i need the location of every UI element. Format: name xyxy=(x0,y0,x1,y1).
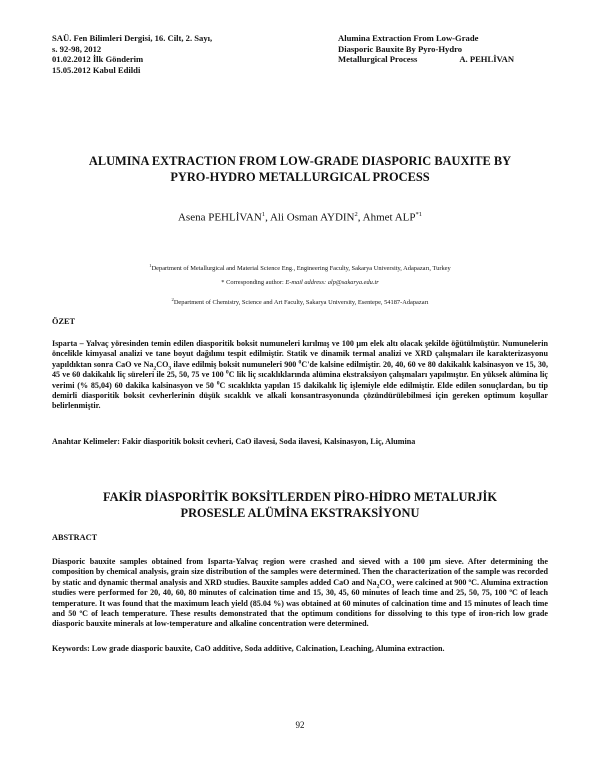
abstract-text-1: Diasporic bauxite samples obtained from Isparta-Yalvaç region were crashed and sieved with a 100 µm sieve. After determining the composition by chemical analysis, grain size distribution of the samples were determined. Then the characterization of the sample was recorded by static and dynamic thermal analysis and XRD studies. Bauxite samples added CaO and Na xyxy=(52,557,548,587)
header-running-title-line2: Diasporic Bauxite By Pyro-Hydro xyxy=(338,43,463,54)
ozet-sub-1: 2 xyxy=(153,365,157,372)
abstract-text-3: were calcined at 900 ºC. Alumina extraction studies were performed for 20, 40, 60, 80 minutes of calcination time and 15, 30, 45, 60 minutes of leach time and 25, 50, 75, 100 ºC of leach temperature. It was found that the maximum leach yield (85.04 %) was obtained at 60 minutes of calcination time and 15 minutes of leach time and 50 ºC of leach temperature. These results demonstrated that the optimum conditions for dissolving to this type of iron-rich low grade diasporic bauxite minerals at low-temperature and alkaline concentration were determined. xyxy=(52,577,548,629)
ozet-sub-2: 3 xyxy=(168,365,172,372)
header-running-title xyxy=(338,33,558,65)
author-2-affiliation-mark: 2 xyxy=(354,211,358,218)
author-list xyxy=(40,211,560,224)
ozet-sup-1: 0 xyxy=(298,359,302,366)
author-1-name: Asena PEHLİVAN xyxy=(177,211,262,224)
affiliation-2-text: Department of Chemistry, Science and Art Faculty, Sakarya University, Esentepe, 54187-Adapazarı xyxy=(173,299,429,307)
header-submitted-line: 01.02.2012 İlk Gönderim xyxy=(52,54,144,65)
ozet-text-4: C'de kalsine edilmiştir. 20, 40, 60 ve 80 dakikalık kalsinasyon ve 15, 30, 45 ve 60 dakikalık liç süreleri ile 25, 50, 75 ve 100 xyxy=(52,359,548,380)
ozet-text-1: Isparta – Yalvaç yöresinden temin edilen diasporitik boksit numuneleri kırılmış ve 100 µm elek altı olacak şekilde öğütülmüştür. Numunelerin öncelikle kimyasal analizi ve tane boyut dağılımı tespit edilmiştir. Statik ve dinamik termal analizi ve XRD çalışmaları ile karakterizasyonu yapıldıktan sonra CaO ve Na xyxy=(52,339,548,369)
paper-title-tr-line2: PROSESLE ALÜMİNA EKSTRAKSİYONU xyxy=(180,506,420,520)
header-pages-line: s. 92-98, 2012 xyxy=(52,43,102,54)
ozet-keywords: Anahtar Kelimeler: Fakir diasporitik boksit cevheri, CaO ilavesi, Soda ilavesi, Kalsinasyon, Liç, Alumina xyxy=(52,437,416,446)
abstract-keywords: Keywords: Low grade diasporic bauxite, CaO additive, Soda additive, Calcination, Leaching, Alumina extraction. xyxy=(52,644,445,653)
ozet-text-2: CO xyxy=(156,359,169,369)
paper-title-turkish xyxy=(40,489,560,521)
header-author: A. PEHLİVAN xyxy=(459,54,515,65)
corresponding-email-link[interactable]: E-mail address: alp@sakarya.edu.tr xyxy=(285,279,379,286)
corresponding-author xyxy=(40,279,560,287)
paper-title-line2: PYRO-HYDRO METALLURGICAL PROCESS xyxy=(170,170,430,184)
abstract-sub-1: 2 xyxy=(376,583,380,590)
paper-title-english xyxy=(40,153,560,185)
header-accepted-line: 15.05.2012 Kabul Edildi xyxy=(52,64,141,75)
header-running-title-line1: Alumina Extraction From Low-Grade xyxy=(338,33,479,43)
affiliation-2-mark: 2 xyxy=(171,297,174,302)
author-3-name: , Ahmet ALP xyxy=(357,211,416,224)
header-journal-line: SAÜ. Fen Bilimleri Dergisi, 16. Cilt, 2. Sayı, xyxy=(52,33,213,43)
ozet-text-5: C lik liç sıcaklıklarında alümina ekstraksiyon çalışmaları yapılmıştır. En yüksek alümina liç verimi (% 85,04) 60 dakika kalsinasyon ve 50 xyxy=(52,370,548,390)
abstract-paragraph xyxy=(52,557,548,630)
affiliation-1-text: Department of Metallurgical and Material Science Eng., Engineering Faculty, Sakarya University, Adapazarı, Turkey xyxy=(151,265,451,273)
affiliation-1 xyxy=(40,262,560,273)
ozet-sup-3: 0 xyxy=(216,379,220,386)
paper-title-line1: ALUMINA EXTRACTION FROM LOW-GRADE DIASPORIC BAUXITE BY xyxy=(88,154,512,168)
abstract-sub-2: 3 xyxy=(391,583,395,590)
corresponding-author-label: * Corresponding author: xyxy=(221,279,286,286)
affiliation-2 xyxy=(40,296,560,307)
header-process-text: Metallurgical Process xyxy=(338,54,418,65)
ozet-heading: ÖZET xyxy=(52,317,76,326)
abstract-text-2: CO xyxy=(379,577,392,587)
header-journal-info xyxy=(52,33,312,75)
header-running-title-line3 xyxy=(338,54,558,65)
affiliation-1-mark: 1 xyxy=(149,263,152,268)
author-1-affiliation-mark: 1 xyxy=(261,211,266,218)
ozet-sup-2: 0 xyxy=(225,369,229,376)
author-3-affiliation-mark: *1 xyxy=(415,211,423,218)
ozet-text-3: ilave edilmiş boksit numuneleri 900 xyxy=(171,359,299,369)
ozet-text-6: C sıcaklıkta yapılan 15 dakikalık liç işlemiyle elde edilmiştir. Elde edilen sonuçlardan, bu tip demirli diasporitik boksit cevherlerinin düşük sıcaklık ve alkali konsantrasyonunda çözündürülebilmesi için gereken optimum koşullar belirlenmiştir. xyxy=(52,380,548,411)
page-number: 92 xyxy=(295,720,305,730)
paper-title-tr-line1: FAKİR DİASPORİTİK BOKSİTLERDEN PİRO-HİDRO METALURJİK xyxy=(102,490,498,504)
author-2-name: , Ali Osman AYDIN xyxy=(265,211,355,224)
ozet-paragraph xyxy=(52,339,548,412)
abstract-heading: ABSTRACT xyxy=(52,533,98,542)
